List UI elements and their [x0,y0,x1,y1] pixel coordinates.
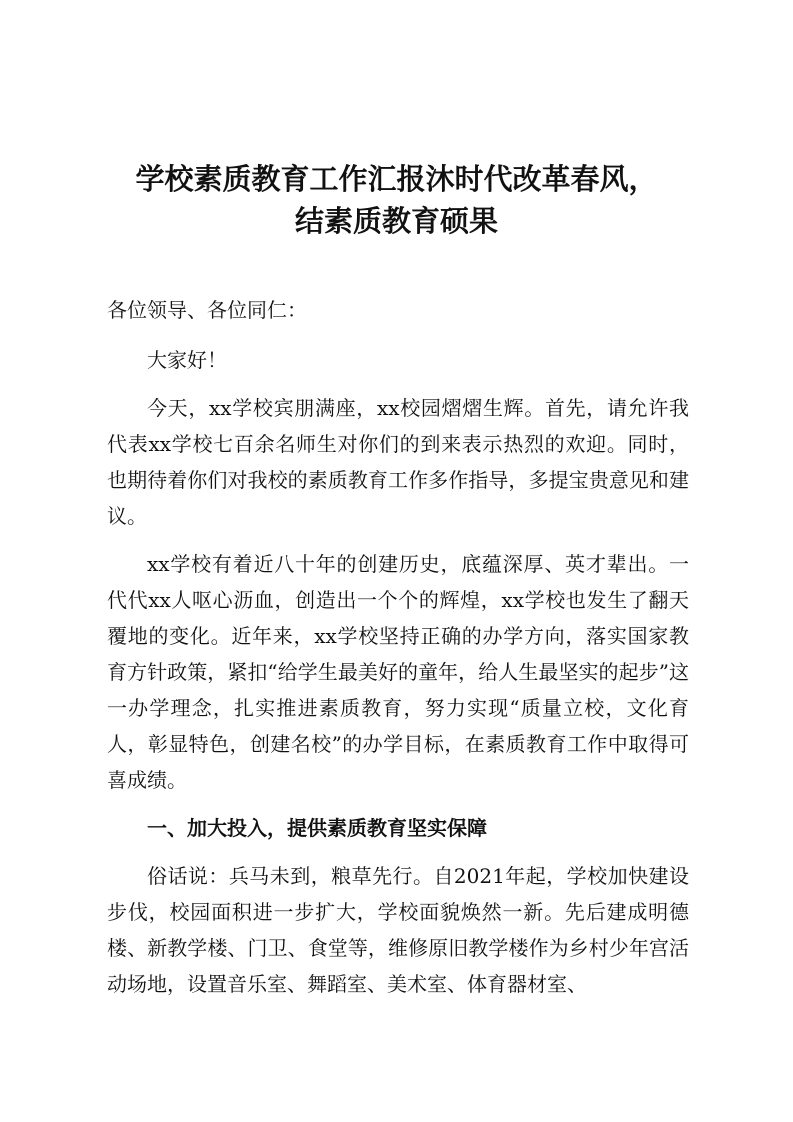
title-line-2: 结素质教育硕果 [294,204,498,238]
salutation: 各位领导、各位同仁： [107,298,307,322]
document-title [80,158,713,242]
document-body [107,292,689,1002]
section-heading-1: 一、加大投入，提供素质教育坚实保障 [147,816,487,840]
greeting: 大家好！ [147,348,227,372]
paragraph-1: 今天，xx学校宾朋满座，xx校园熠熠生辉。首先，请允许我代表xx学校七百余名师生对你们的到来表示热烈的欢迎。同时，也期待着你们对我校的素质教育工作多作指导，多提宝贵意见和建议。 [107,396,689,528]
title-line-1: 学校素质教育工作汇报沐时代改革春风， [135,162,658,196]
paragraph-2: xx学校有着近八十年的创建历史，底蕴深厚、英才辈出。一代代xx人呕心沥血，创造出一个个的辉煌，xx学校也发生了翻天覆地的变化。近年来，xx学校坚持正确的办学方向，落实国家教育方针政策，紧扣“给学生最美好的童年，给人生最坚实的起步”这一办学理念，扎实推进素质教育，努力实现“质量立校，文化育人，彰显特色，创建名校”的办学目标，在素质教育工作中取得可喜成绩。 [107,552,689,792]
paragraph-3: 俗话说：兵马未到，粮草先行。自2021年起，学校加快建设步伐，校园面积进一步扩大，学校面貌焕然一新。先后建成明德楼、新教学楼、门卫、食堂等，维修原旧教学楼作为乡村少年宫活动场地，设置音乐室、舞蹈室、美术室、体育器材室、 [107,864,689,996]
